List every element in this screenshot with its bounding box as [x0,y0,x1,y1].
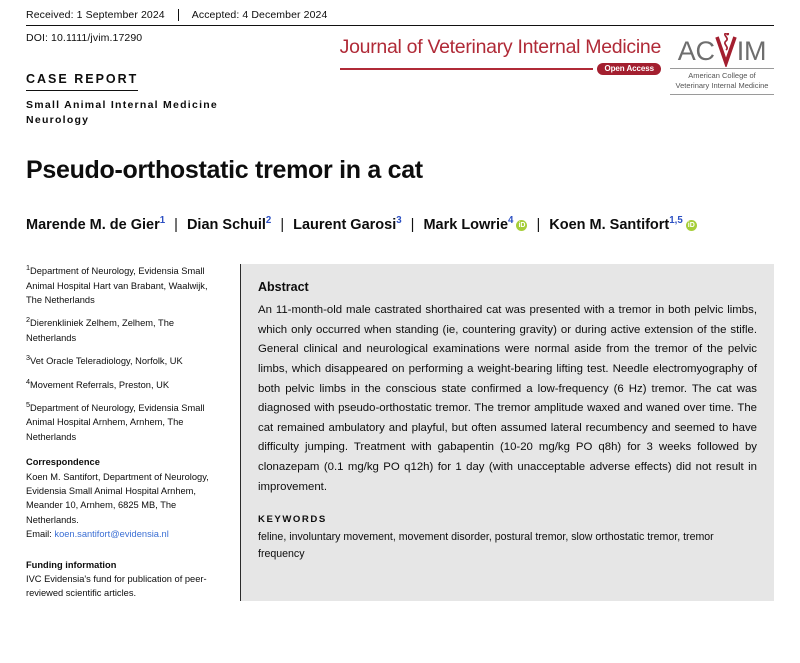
author-affiliation-marker: 1 [159,215,166,227]
orcid-icon[interactable]: iD [518,222,526,230]
author-entry[interactable] [549,217,697,233]
affiliation-item [26,378,224,392]
subject-line-2: Neurology [26,114,90,127]
received-date: Received: 1 September 2024 [26,9,165,21]
affiliation-text: Movement Referrals, Preston, UK [30,379,170,390]
author-separator: | [536,217,541,234]
affiliation-item [26,401,224,444]
affiliation-list [26,264,224,444]
author-separator: | [280,217,285,234]
metadata-column [26,264,240,601]
received-accepted-row [26,0,774,26]
open-access-badge: Open Access [597,63,661,76]
date-divider [178,9,179,21]
body-columns [26,264,774,601]
funding-text: IVC Evidensia's fund for publication of peer-reviewed scientific articles. [26,574,207,599]
society-line-2: Veterinary Internal Medicine [675,80,769,90]
affiliation-marker: 3 [26,353,31,363]
page-title: Pseudo-orthostatic tremor in a cat [26,156,423,185]
affiliation-marker: 1 [26,263,31,273]
accepted-date: Accepted: 4 December 2024 [191,9,328,21]
keywords-text: feline, involuntary movement, movement disorder, postural tremor, slow orthostatic tremor, tremor frequency [258,531,714,560]
subject-line-1: Small Animal Internal Medicine [26,99,219,111]
affiliation-text: Department of Neurology, Evidensia Small Animal Hospital Arnhem, Arnhem, The Netherlands [26,402,205,442]
author-entry[interactable] [293,217,402,233]
abstract-text: An 11-month-old male castrated shorthaired cat was presented with a tremor in both pelvic limbs, which only occurred when standing (ie, countering gravity) or during active extension of the stifle. General clinical and neurological examinations were normal aside from the tremor of the pelvic limbs, which disappeared on performing a weight-bearing lifting test. Needle electromyography of both pelvic limbs in the conscious state confirmed a low-frequency (6 Hz) tremor. The cat was diagnosed with pseudo-orthostatic tremor. The tremor amplitude waxed and waned over time. The cat remained ambulatory and playful, but often assumed lateral recumbency and seemed to have difficulty jumping. Treatment with gabapentin (10-20 mg/kg PO q8h) for 3 weeks followed by clonazepam (0.1 mg/kg PO q12h) for 1 day (with unacceptable adverse effects) did not result in improvement. [258,304,757,493]
funding-block [26,558,224,601]
abstract-heading: Abstract [258,280,309,295]
journal-rule [340,68,594,71]
orcid-icon[interactable]: iD [687,222,695,230]
author-name: Koen M. Santifort [549,217,670,234]
author-separator: | [174,217,178,234]
acvim-prefix-text: AC [677,36,715,66]
journal-rule-row [340,63,661,76]
affiliation-item [26,264,224,307]
society-name [670,68,774,95]
abstract-panel [241,264,774,601]
email-label: Email: [26,529,55,540]
author-affiliation-marker: 4 [508,215,514,227]
affiliation-marker: 4 [26,376,31,386]
correspondence-heading: Correspondence [26,457,100,468]
author-list [26,213,726,238]
author-separator: | [410,217,415,234]
author-name: Laurent Garosi [293,217,397,234]
author-name: Dian Schuil [186,217,266,234]
caduceus-icon [715,38,737,65]
article-type-label: CASE REPORT [26,72,138,91]
acvim-wordmark [678,38,766,65]
author-affiliation-marker: 3 [396,215,402,227]
affiliation-marker: 5 [26,399,31,409]
author-entry[interactable] [423,217,527,233]
correspondence-email-row [26,527,224,541]
author-entry[interactable] [187,217,271,233]
journal-masthead [340,38,774,95]
affiliation-text: Vet Oracle Teleradiology, Norfolk, UK [30,356,183,367]
journal-title: Journal of Veterinary Internal Medicine [339,36,661,58]
affiliation-text: Dierenkliniek Zelhem, Zelhem, The Netherlands [26,318,175,343]
affiliation-item [26,354,224,368]
author-entry[interactable] [26,217,165,233]
affiliation-text: Department of Neurology, Evidensia Small Animal Hospital Hart van Brabant, Waalwijk, The Netherlands [26,266,208,305]
affiliation-marker: 2 [26,315,31,325]
doi-line[interactable]: DOI: 10.1111/jvim.17290 [26,32,143,44]
author-name: Marende M. de Gier [26,217,160,234]
email-link[interactable]: koen.santifort@evidensia.nl [54,529,169,540]
affiliation-item [26,316,224,345]
acvim-suffix-text: IM [736,36,767,66]
journal-logo [340,38,661,75]
funding-heading: Funding information [26,559,117,570]
society-line-1: American College of [688,71,756,80]
keywords-heading: KEYWORDS [258,514,327,526]
author-name: Mark Lowrie [423,217,509,234]
author-affiliation-marker: 2 [265,215,272,227]
correspondence-address: Koen M. Santifort, Department of Neurology, Evidensia Small Animal Hospital Arnhem, Meander 10, Arnhem, 6825 MB, The Netherlands. [26,471,209,525]
subject-categories [26,98,774,128]
correspondence-block [26,455,224,541]
author-affiliation-marker: 1,5 [669,215,683,227]
acvim-logo [670,38,774,95]
